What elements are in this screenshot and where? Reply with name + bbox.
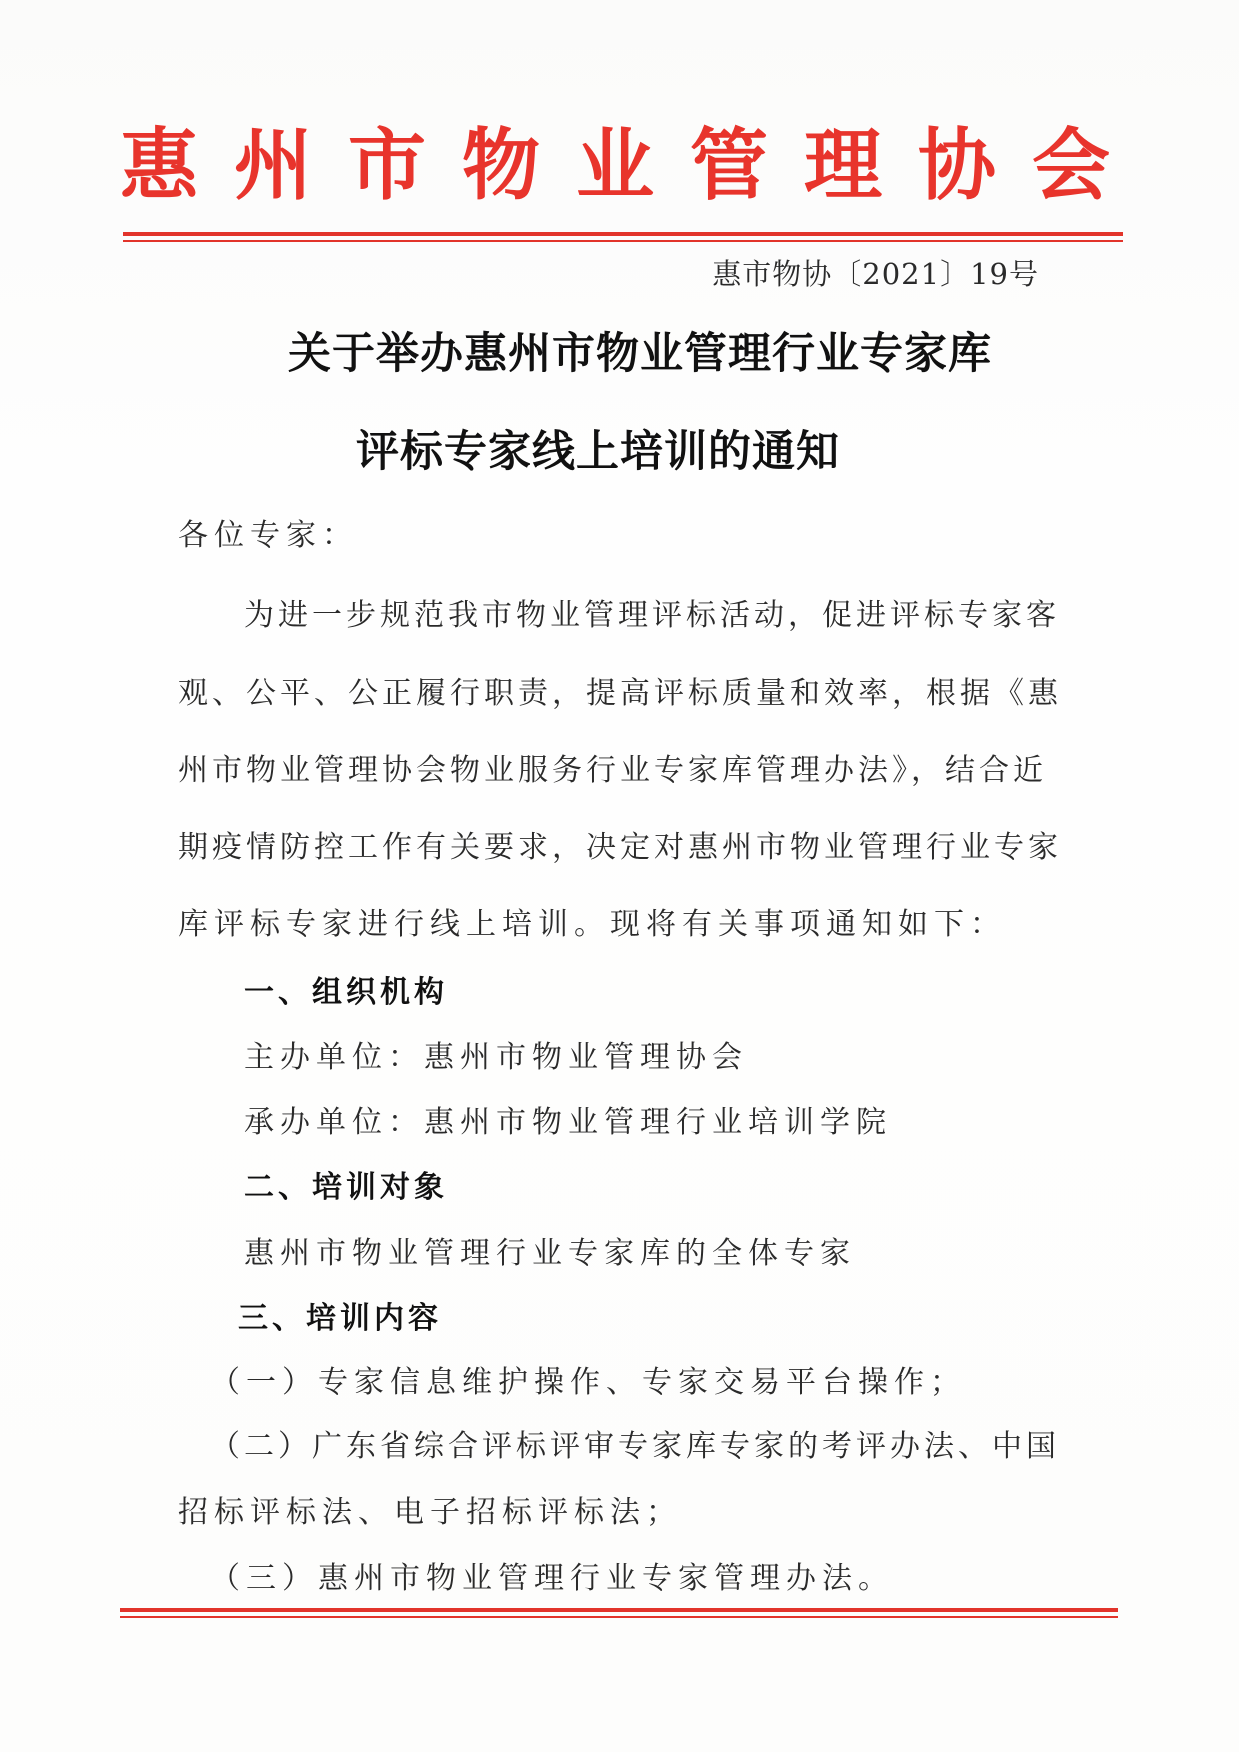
intro-paragraph-line: 库评标专家进行线上培训。现将有关事项通知如下： [178,907,1006,942]
training-target: 惠州市物业管理行业专家库的全体专家 [244,1236,856,1271]
intro-paragraph-line: 州市物业管理协会物业服务行业专家库管理办法》，结合近 [178,753,1047,788]
letterhead-rule-thick [123,232,1123,236]
intro-paragraph-line: 期疫情防控工作有关要求，决定对惠州市物业管理行业专家 [178,830,1062,865]
content-item-1: （一）专家信息维护操作、专家交易平台操作； [210,1365,966,1400]
document-title-line-2: 评标专家线上培训的通知 [356,427,840,477]
section-heading-organization: 一、组织机构 [244,975,448,1010]
content-item-2-continued: 招标评标法、电子招标评标法； [178,1495,682,1530]
organization-letterhead: 惠州市物业管理协会 [120,120,1147,211]
salutation: 各位专家： [178,518,358,553]
section-heading-target: 二、培训对象 [244,1170,448,1205]
content-item-3: （三）惠州市物业管理行业专家管理办法。 [210,1561,894,1596]
footer-rule-thick [120,1608,1118,1612]
footer-rule-thin [120,1616,1118,1618]
intro-paragraph-line: 为进一步规范我市物业管理评标活动，促进评标专家客 [244,598,1060,633]
intro-paragraph-line: 观、公平、公正履行职责，提高评标质量和效率，根据《惠 [178,676,1062,711]
document-number: 惠市物协〔2021〕19号 [712,257,1039,291]
section-heading-content: 三、培训内容 [238,1301,442,1336]
host-unit: 主办单位：惠州市物业管理协会 [244,1040,748,1075]
document-title-line-1: 关于举办惠州市物业管理行业专家库 [288,329,992,379]
content-item-2: （二）广东省综合评标评审专家库专家的考评办法、中国 [210,1429,1060,1464]
letterhead-rule-thin [123,240,1123,242]
organizer-unit: 承办单位：惠州市物业管理行业培训学院 [244,1105,892,1140]
